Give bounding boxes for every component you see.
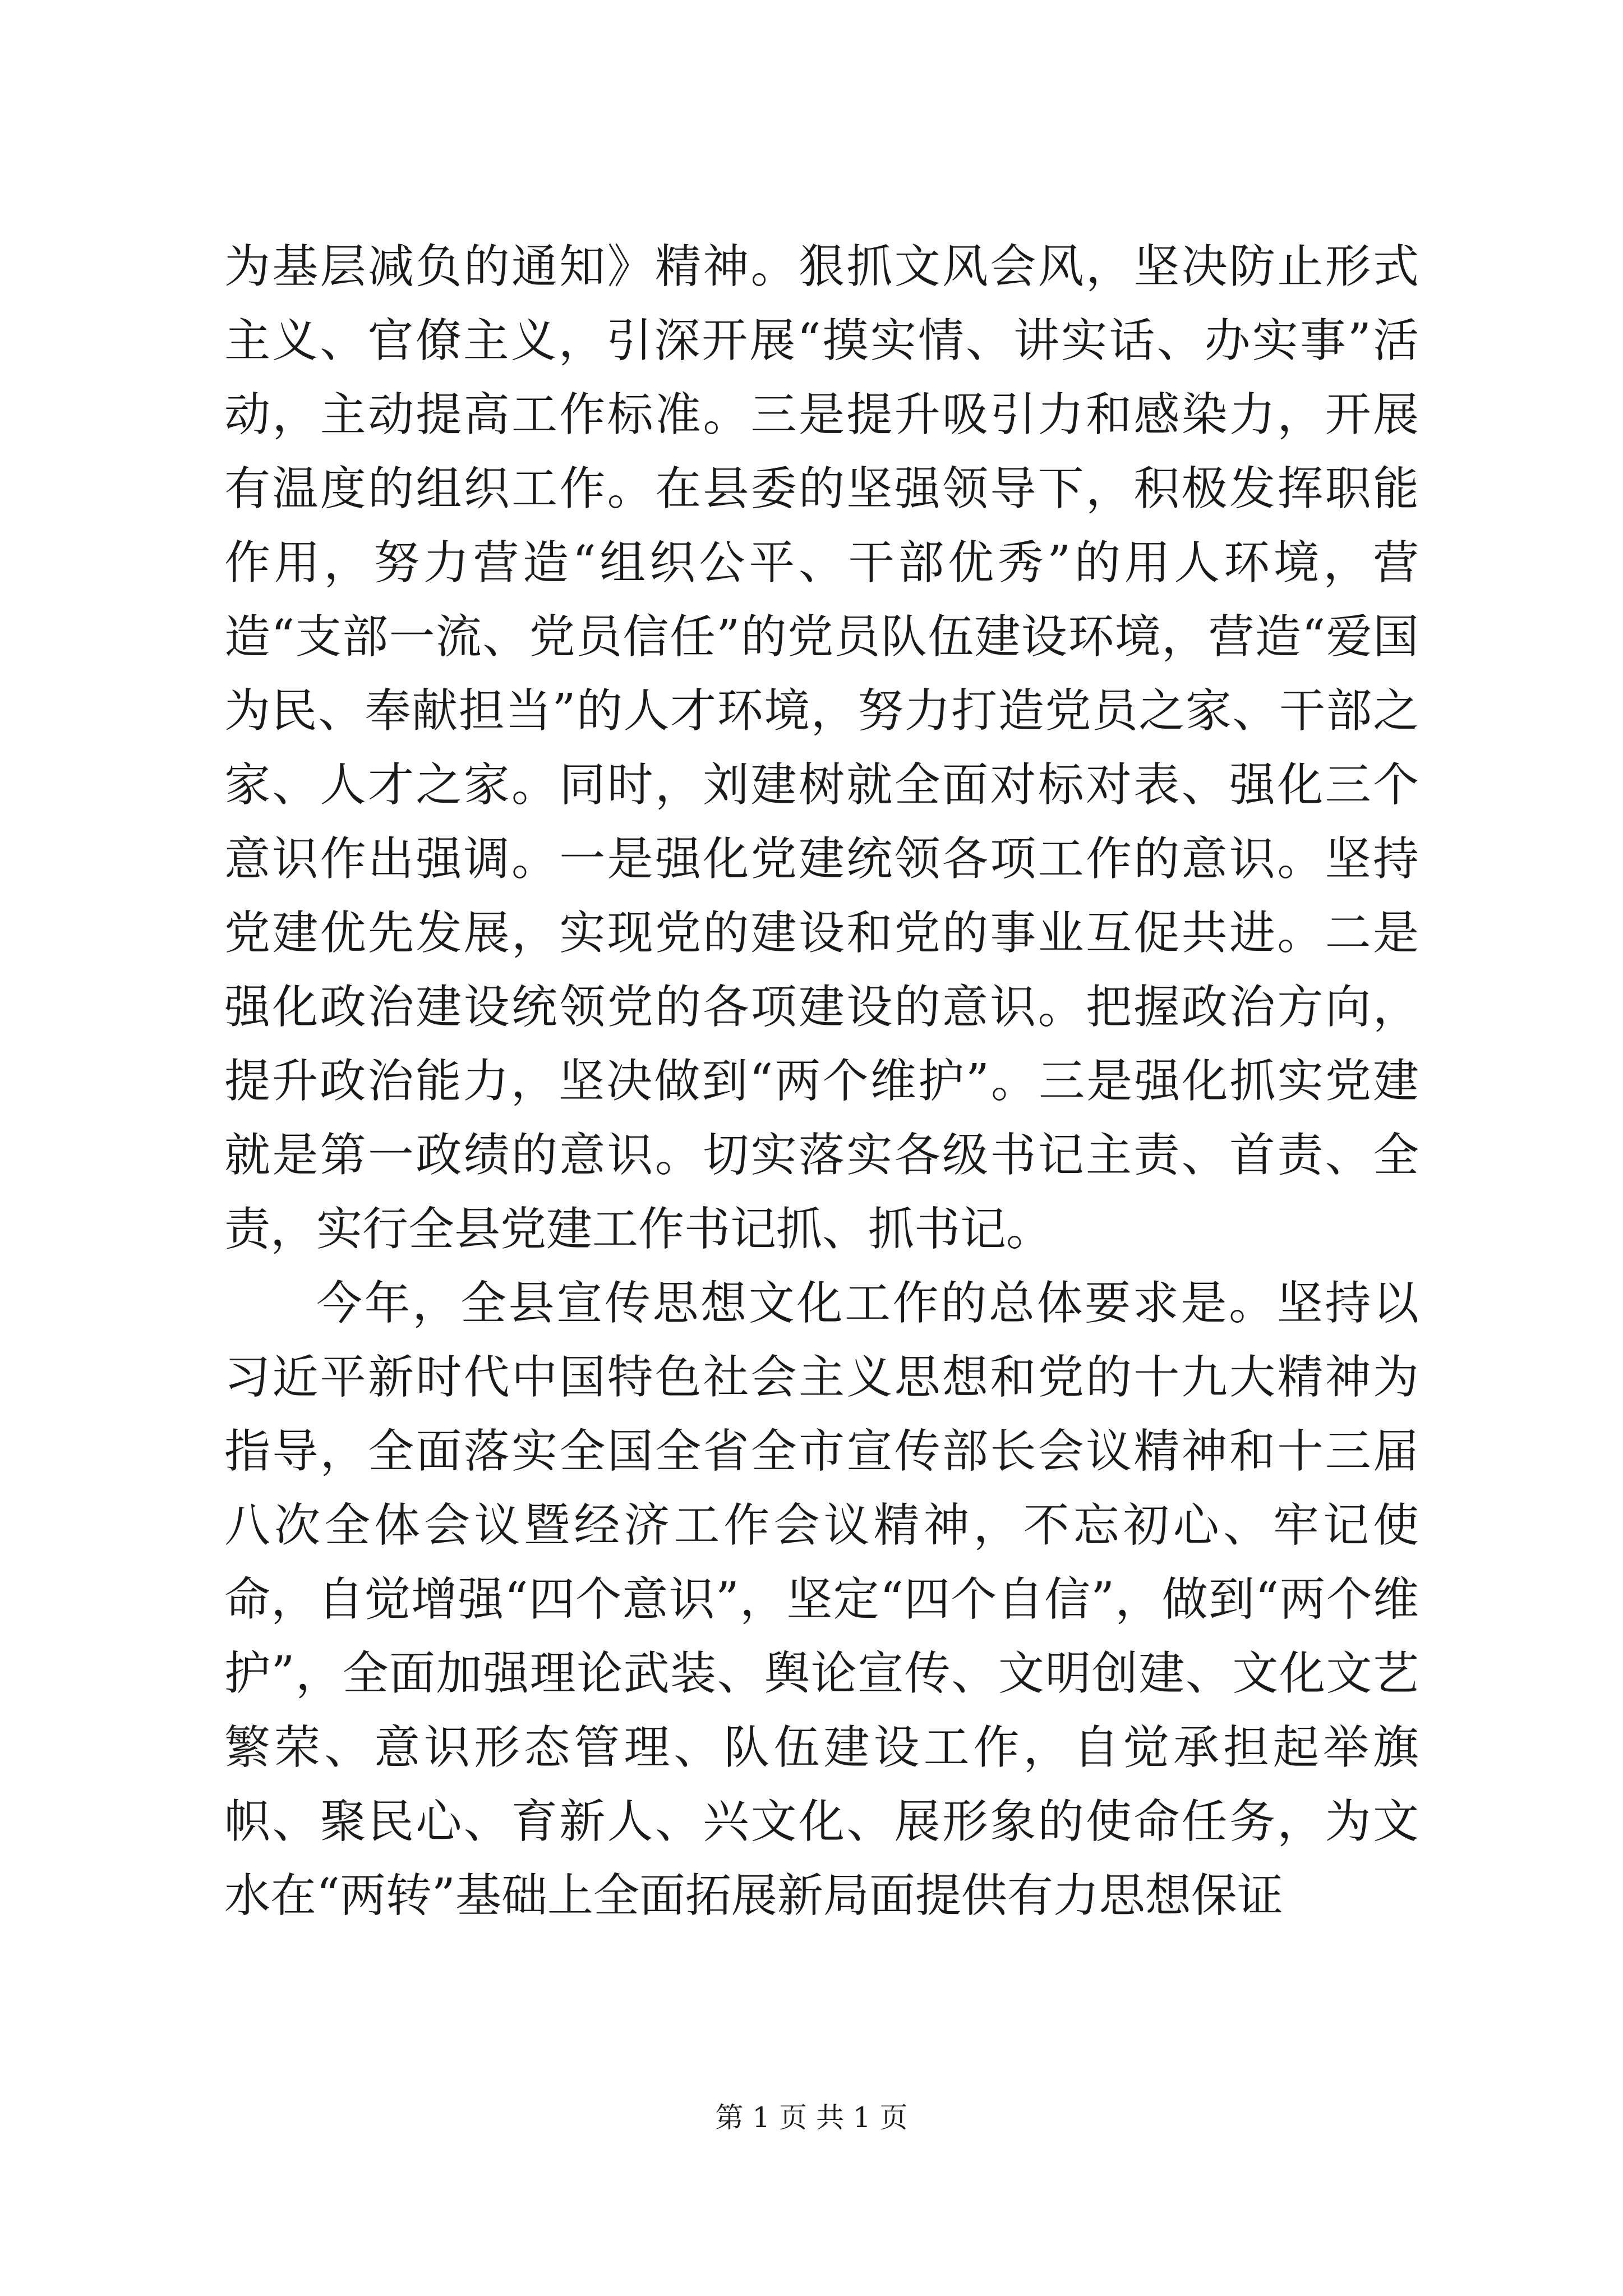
paragraph: 今年，全县宣传思想文化工作的总体要求是。坚持以习近平新时代中国特色社会主义思想和党的十九大精神为指导，全面落实全国全省全市宣传部长会议精神和十三届八次全体会议暨经济工作会议精神，不忘初心、牢记使命，自觉增强“四个意识”，坚定“四个自信”，做到“两个维护”，全面加强理论武装、舆论宣传、文明创建、文化文艺繁荣、意识形态管理、队伍建设工作，自觉承担起举旗帜、聚民心、育新人、兴文化、展形象的使命任务，为文水在“两转”基础上全面拓展新局面提供有力思想保证 [224,1277,1419,1922]
paragraph-continuation: 为基层减负的通知》精神。狠抓文风会风，坚决防止形式主义、官僚主义，引深开展“摸实情、讲实话、办实事”活动，主动提高工作标准。三是提升吸引力和感染力，开展有温度的组织工作。在县委的坚强领导下，积极发挥职能作用，努力营造“组织公平、干部优秀”的用人环境，营造“支部一流、党员信任”的党员队伍建设环境，营造“爱国为民、奉献担当”的人才环境，努力打造党员之家、干部之家、人才之家。同时，刘建树就全面对标对表、强化三个意识作出强调。一是强化党建统领各项工作的意识。坚持党建优先发展，实现党的建设和党的事业互促共进。二是强化政治建设统领党的各项建设的意识。把握政治方向，提升政治能力，坚决做到“两个维护”。三是强化抓实党建就是第一政绩的意识。切实落实各级书记主责、首责、全责，实行全县党建工作书记抓、抓书记。 [224,240,1419,1256]
document-body [224,230,1419,1933]
page-footer: 第 1 页 共 1 页 [715,2101,908,2134]
